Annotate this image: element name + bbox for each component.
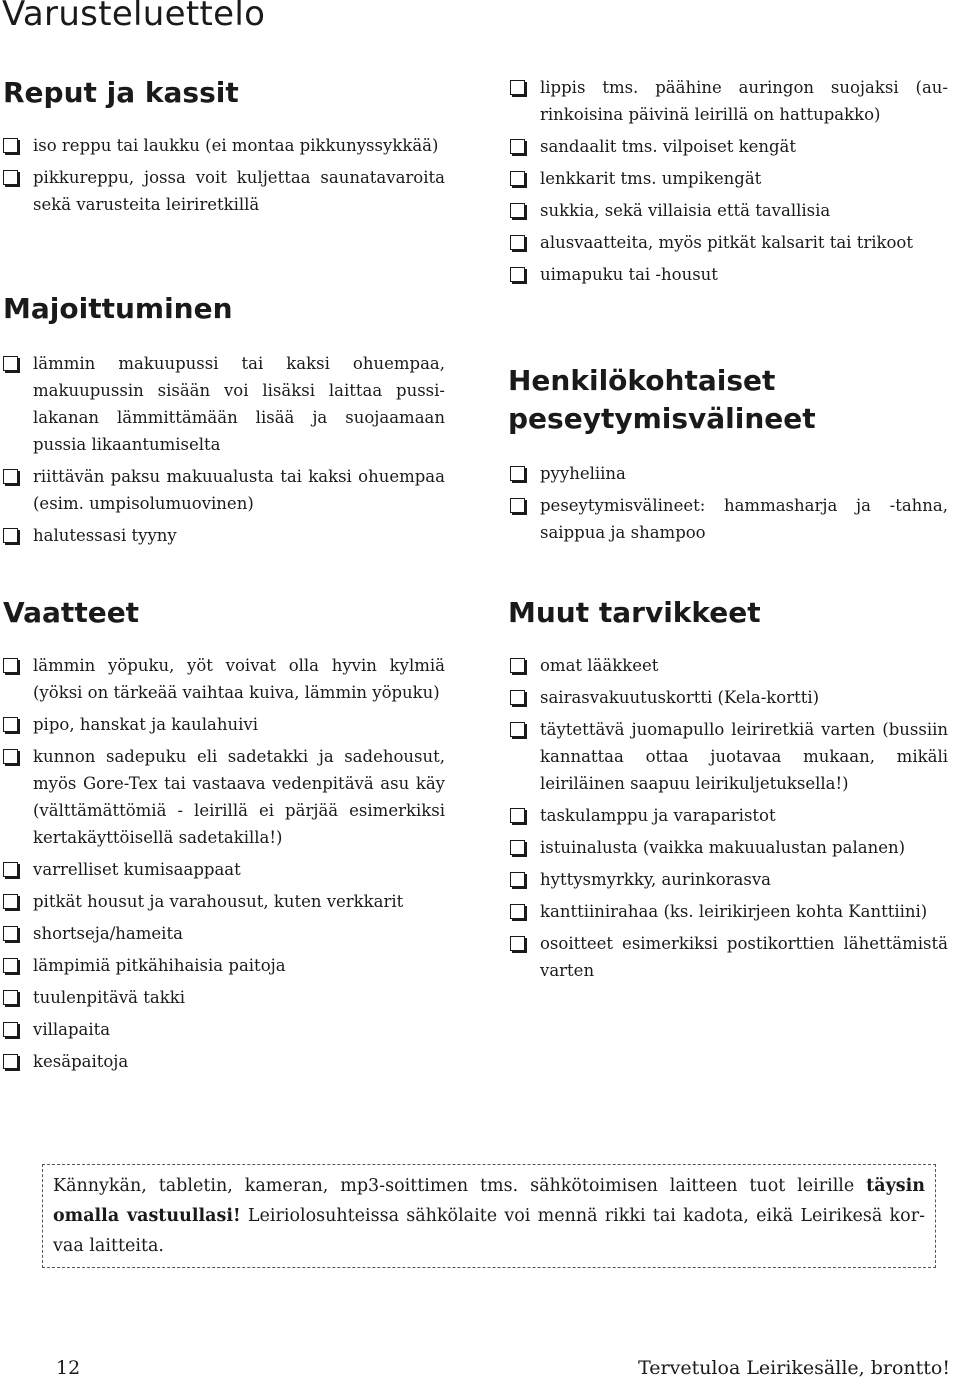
checklist-item-label: riittävän paksu makuualusta tai kaksi ohuempaa (esim. umpisolumuovinen) [33, 467, 445, 513]
checklist [510, 652, 948, 984]
checklist-item-label: kanttiinirahaa (ks. leirikirjeen kohta Kanttiini) [540, 902, 928, 921]
checklist-item [3, 920, 445, 947]
checklist-item [3, 463, 445, 517]
checklist-item-label: pipo, hanskat ja kaulahuivi [33, 715, 258, 734]
section-title: Vaatteet [3, 596, 140, 629]
checkbox-icon[interactable] [3, 717, 18, 732]
checklist-item [510, 492, 948, 546]
checklist-item [510, 197, 948, 224]
checklist-item [3, 952, 445, 979]
checklist-item-label: omat lääkkeet [540, 656, 659, 675]
section-majoittuminen [3, 290, 445, 554]
checklist-item [510, 898, 948, 925]
checklist-item [510, 684, 948, 711]
checkbox-icon[interactable] [3, 958, 18, 973]
checklist [510, 74, 948, 288]
checkbox-icon[interactable] [3, 658, 18, 673]
checklist-item-label: sandaalit tms. vilpoiset kengät [540, 137, 797, 156]
electronics-notice [42, 1164, 936, 1268]
checkbox-icon[interactable] [3, 862, 18, 877]
document-title: Varusteluettelo [2, 0, 266, 34]
checkbox-icon[interactable] [3, 528, 18, 543]
notice-text: Kännykän, tabletin, kameran, mp3-soittimen tms. sähkötoimisen laitteen tuot leirille [53, 1176, 867, 1196]
checklist-item [3, 522, 445, 549]
checklist-item [3, 164, 445, 218]
checkbox-icon[interactable] [3, 926, 18, 941]
page-number: 12 [56, 1357, 81, 1379]
checklist-item-label: lippis tms. päähine auringon suojaksi (aurinkoisina päivinä leirillä on hattupakko) [540, 78, 948, 124]
checkbox-icon[interactable] [510, 139, 525, 154]
section-peseytyminen [508, 362, 948, 551]
section-vaatteet-continued [540, 74, 948, 293]
checkbox-icon[interactable] [510, 840, 525, 855]
checkbox-icon[interactable] [510, 658, 525, 673]
checklist [510, 460, 948, 546]
checklist-item-label: taskulamppu ja varaparistot [540, 806, 776, 825]
checklist-item-label: pitkät housut ja varahousut, kuten verkkarit [33, 892, 404, 911]
checklist-item [3, 132, 445, 159]
checklist-item [510, 866, 948, 893]
checklist-item-label: istuinalusta (vaikka makuualustan palanen) [540, 838, 906, 857]
checkbox-icon[interactable] [3, 170, 18, 185]
checklist-item-label: pikkureppu, jossa voit kuljettaa saunatavaroita sekä varusteita leiriretkillä [33, 168, 445, 214]
checklist-item-label: lämmin makuupussi tai kaksi ohuempaa, makuupussin sisään voi lisäksi laittaa pussilakanan lämmittämään lisää ja suojaamaan pussia likaantumiselta [33, 354, 445, 454]
checklist-item-label: kesäpaitoja [33, 1052, 129, 1071]
checkbox-icon[interactable] [510, 235, 525, 250]
checklist-item-label: sukkia, sekä villaisia että tavallisia [540, 201, 831, 220]
notice-text: Leiriolosuhteissa sähkölaite voi mennä rikki tai kadota, eikä Leirikesä korvaa laitteita. [53, 1206, 925, 1256]
checklist-item [3, 711, 445, 738]
checklist-item [510, 229, 948, 256]
checklist [3, 132, 445, 218]
section-title: Henkilökohtaiset peseytymisvälineet [508, 364, 816, 435]
checklist-item [3, 984, 445, 1011]
checklist-item-label: lenkkarit tms. umpikengät [540, 169, 762, 188]
checklist-item [510, 834, 948, 861]
checklist-item-label: alusvaatteita, myös pitkät kalsarit tai trikoot [540, 233, 913, 252]
checklist-item [3, 856, 445, 883]
checklist-item-label: osoitteet esimerkiksi postikorttien lähettämistä varten [540, 934, 948, 980]
checklist-item-label: sairasvakuutuskortti (Kela-kortti) [540, 688, 820, 707]
section-reput [3, 74, 445, 223]
checklist-item [510, 652, 948, 679]
checklist-item-label: pyyheliina [540, 464, 626, 483]
checkbox-icon[interactable] [510, 722, 525, 737]
checkbox-icon[interactable] [3, 356, 18, 371]
checklist-item [510, 74, 948, 128]
checklist-item [3, 1048, 445, 1075]
checklist-item-label: lämmin yöpuku, yöt voivat olla hyvin kylmiä (yöksi on tärkeää vaihtaa kuiva, lämmin yöpuku) [33, 656, 445, 702]
checklist-item [3, 743, 445, 851]
checklist-item [510, 261, 948, 288]
checklist-item [3, 888, 445, 915]
checkbox-icon[interactable] [510, 498, 525, 513]
checklist-item-label: täytettävä juomapullo leiriretkiä varten (bussiin kannattaa ottaa juotavaa mukaan, mikäli leiriläinen saapuu leirikuljetuksella!) [540, 720, 948, 793]
checklist-item-label: shortseja/hameita [33, 924, 183, 943]
checklist-item-label: villapaita [33, 1020, 111, 1039]
section-muut [508, 594, 948, 989]
checkbox-icon[interactable] [3, 749, 18, 764]
checkbox-icon[interactable] [3, 990, 18, 1005]
checkbox-icon[interactable] [510, 80, 525, 95]
checklist-item-label: iso reppu tai laukku (ei montaa pikkunyssykkää) [33, 136, 439, 155]
section-vaatteet [3, 594, 445, 1080]
checkbox-icon[interactable] [510, 690, 525, 705]
checklist-item-label: halutessasi tyyny [33, 526, 177, 545]
footer-tagline: Tervetuloa Leirikesälle, brontto! [638, 1357, 950, 1379]
checklist-item [510, 460, 948, 487]
checklist-item-label: peseytymisvälineet: hammasharja ja -tahna, saippua ja shampoo [540, 496, 948, 542]
checklist-item-label: lämpimiä pitkähihaisia paitoja [33, 956, 286, 975]
checkbox-icon[interactable] [510, 872, 525, 887]
checklist-item [510, 133, 948, 160]
checkbox-icon[interactable] [510, 904, 525, 919]
checkbox-icon[interactable] [510, 466, 525, 481]
checklist-item-label: hyttysmyrkky, aurinkorasva [540, 870, 772, 889]
checklist-item [3, 1016, 445, 1043]
checklist-item [510, 930, 948, 984]
section-title: Muut tarvikkeet [508, 596, 761, 629]
checkbox-icon[interactable] [510, 171, 525, 186]
checklist [3, 350, 445, 549]
checklist-item-label: kunnon sadepuku eli sadetakki ja sadehousut, myös Gore-Tex tai vastaava vedenpitävä asu käy (välttämättömiä - leirillä ei pärjää esimerkiksi kertakäyttöisellä sadetakilla!) [33, 747, 445, 847]
checklist-item [3, 652, 445, 706]
checklist-item [510, 716, 948, 797]
checkbox-icon[interactable] [3, 138, 18, 153]
checkbox-icon[interactable] [3, 894, 18, 909]
checklist-item [3, 350, 445, 458]
checklist-item-label: tuulenpitävä takki [33, 988, 186, 1007]
checkbox-icon[interactable] [510, 267, 525, 282]
checklist-item [510, 165, 948, 192]
checkbox-icon[interactable] [510, 936, 525, 951]
checkbox-icon[interactable] [510, 203, 525, 218]
checkbox-icon[interactable] [3, 1022, 18, 1037]
checklist-item-label: varrelliset kumisaappaat [33, 860, 241, 879]
checklist-item [510, 802, 948, 829]
checklist [3, 652, 445, 1075]
notice-emphasis: täysin omalla vastuullasi! [53, 1176, 925, 1226]
checkbox-icon[interactable] [3, 469, 18, 484]
checklist-item-label: uimapuku tai -housut [540, 265, 718, 284]
checkbox-icon[interactable] [510, 808, 525, 823]
checkbox-icon[interactable] [3, 1054, 18, 1069]
section-title: Majoittuminen [3, 292, 233, 325]
section-title: Reput ja kassit [3, 76, 239, 109]
